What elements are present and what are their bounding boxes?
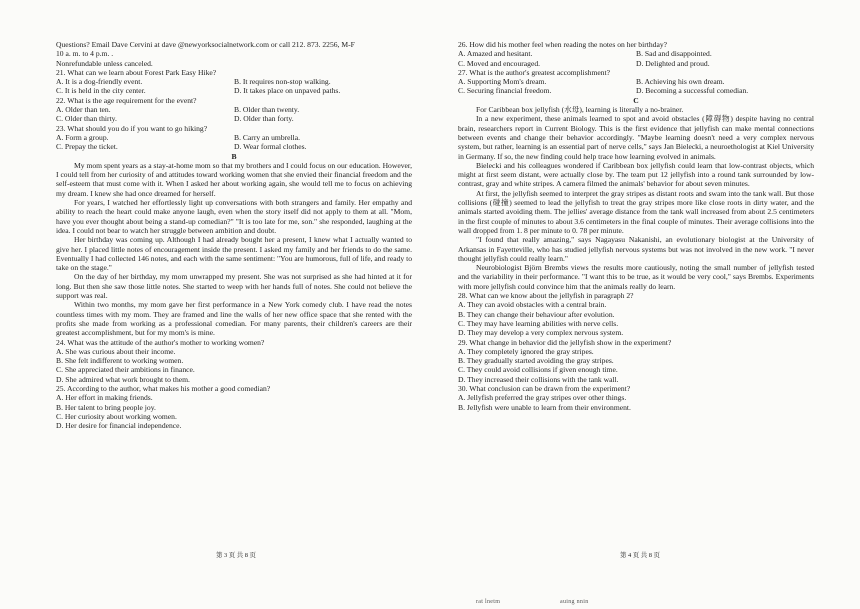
option-b: B. Older than twenty. (234, 105, 300, 115)
section-heading-b: B (231, 151, 237, 161)
question-text: 30. What conclusion can be drawn from the experiment? (458, 383, 631, 393)
options (56, 347, 412, 384)
question-text: 21. What can we learn about Forest Park Easy Hike? (56, 67, 217, 77)
option-a: A. Supporting Mom's dream. (458, 77, 547, 87)
option-b: B. Achieving his own dream. (636, 77, 725, 87)
option-b: B. Jellyfish were unable to learn from their environment. (458, 402, 631, 412)
options (458, 393, 814, 412)
left-page-column (56, 40, 412, 430)
question-text: 28. What can we know about the jellyfish in paragraph 2? (458, 291, 634, 301)
option-c: C. It is held in the city center. (56, 86, 146, 96)
question-27 (458, 68, 814, 96)
question-28 (458, 291, 814, 337)
contact-line: Questions? Email Dave Cervini at dave @newyorksocialnetwork.com or call 212. 873. 2256, M-F (56, 40, 355, 49)
passage-paragraph: Bielecki and his colleagues wondered if Caribbean box jellyfish could learn that low-contrast objects, which might at first seem distant, were actually close by. The team put 12 jellyfish into a round tank surrounded by low-contrast, gray and white stripes. A camera filmed the animals' behavior for about seven minutes. (458, 160, 814, 189)
page-number-right: 第 4 页 共 8 页 (620, 552, 660, 559)
option-b: B. They can change their behaviour after evolution. (458, 309, 615, 319)
footer-fragment: rat lnetm (476, 599, 501, 605)
options (56, 105, 412, 124)
option-b: B. She felt indifferent to working women. (56, 356, 184, 366)
option-c: C. They could avoid collisions if given enough time. (458, 365, 618, 375)
option-c: C. Prepay the ticket. (56, 142, 118, 152)
section-heading-c: C (633, 95, 639, 105)
question-text: 24. What was the attitude of the author's mother to working women? (56, 337, 265, 347)
options (458, 49, 814, 68)
option-a: A. They can avoid obstacles with a central brain. (458, 300, 607, 310)
option-b: B. They gradually started avoiding the gray stripes. (458, 356, 614, 366)
option-b: B. It requires non-stop walking. (234, 77, 331, 87)
question-21 (56, 68, 412, 96)
options (56, 133, 412, 152)
option-d: D. Delighted and proud. (636, 58, 710, 68)
option-a: A. Her effort in making friends. (56, 393, 153, 403)
question-text: 27. What is the author's greatest accomplishment? (458, 67, 611, 77)
passage-paragraph: My mom spent years as a stay-at-home mom so that my brothers and I could focus on our education. However, I could tell from her curiosity of and attitudes toward working women that she envied their financial freedom and the self-esteem that must come with it. When I asked her about working again, she would tell me to focus on achieving my dream. I knew she had once dreamed for herself. (56, 160, 412, 198)
option-b: B. Her talent to bring people joy. (56, 402, 156, 412)
option-a: A. Older than ten. (56, 105, 111, 115)
options (458, 300, 814, 337)
refund-note: Nonrefundable unless canceled. (56, 58, 153, 68)
option-a: A. Form a group. (56, 132, 109, 142)
option-c: C. They may have learning abilities with nerve cells. (458, 318, 619, 328)
page-number-left: 第 3 页 共 8 页 (216, 552, 256, 559)
question-text: 23. What should you do if you want to go hiking? (56, 123, 208, 133)
question-text: 22. What is the age requirement for the event? (56, 95, 197, 105)
question-30 (458, 384, 814, 412)
options (458, 77, 814, 96)
option-a: A. It is a dog-friendly event. (56, 77, 143, 87)
option-d: D. Becoming a successful comedian. (636, 86, 749, 96)
question-text: 29. What change in behavior did the jellyfish show in the experiment? (458, 337, 672, 347)
option-a: A. She was curious about their income. (56, 346, 176, 356)
option-c: C. She appreciated their ambitions in finance. (56, 365, 195, 375)
options (56, 77, 412, 96)
passage-paragraph: For years, I watched her effortlessly light up conversations with both strangers and family. Her empathy and ability to reach the heart could make anyone laugh, even when the story itself did not apply to them at all. "Mom, have you ever thought about being a stand-up comedian?" "It is too late for me, son." she responded, laughing at the idea. I could not bear to watch her struggle between ambition and doubt. (56, 198, 412, 235)
option-c: C. Securing financial freedom. (458, 86, 552, 96)
option-c: C. Moved and encouraged. (458, 58, 541, 68)
option-b: B. Carry an umbrella. (234, 132, 301, 142)
option-d: D. They may develop a very complex nervous system. (458, 328, 624, 338)
option-d: D. Older than forty. (234, 114, 294, 124)
option-d: D. She admired what work brought to them. (56, 374, 190, 384)
question-26 (458, 40, 814, 68)
right-page-column (458, 40, 814, 412)
question-text: 25. According to the author, what makes his mother a good comedian? (56, 383, 271, 393)
option-c: C. Older than thirty. (56, 114, 117, 124)
question-24 (56, 338, 412, 384)
option-d: D. They increased their collisions with the tank wall. (458, 374, 619, 384)
passage-paragraph: "I found that really amazing," says Nagayasu Nakanishi, an evolutionary biologist at the University of Arkansas in Fayetteville, who has studied jellyfish nervous systems but was not involved in the new work. "I never thought jellyfish could really learn." (458, 235, 814, 263)
options (458, 347, 814, 384)
footer-fragment: auing nnin (560, 599, 589, 605)
option-d: D. Wear formal clothes. (234, 142, 307, 152)
question-23 (56, 124, 412, 152)
option-d: D. Her desire for financial independence. (56, 421, 182, 431)
passage-paragraph: At first, the jellyfish seemed to interpret the gray stripes as distant roots and swam into the tank wall. But those collisions (碰撞) seemed to lead the jellyfish to treat the gray stripes more like close roots in dirty water, and the animals started avoiding them. The jellies' average distance from the tank wall increased from about 2.5 centimeters in the first couple of minutes to about 3.6 centimeters in the final couple of minutes. Their average collisions into the wall dropped from 1. 8 per minute to 0. 78 per minute. (458, 188, 814, 235)
passage-paragraph: For Caribbean box jellyfish (水母), learning is literally a no-brainer. (476, 105, 684, 115)
option-a: A. Amazed and hesitant. (458, 49, 533, 59)
option-a: A. They completely ignored the gray stripes. (458, 346, 594, 356)
question-29 (458, 338, 814, 384)
passage-paragraph: Her birthday was coming up. Although I had already bought her a present, I knew what I actually wanted to give her. I placed little notes of encouragement inside the present. I asked my family and her friends to do the same. Eventually I had collected 146 notes, and each with the same sentiment: "You are humorous, full of life, and ready to take on the stage." (56, 235, 412, 273)
option-c: C. Her curiosity about working women. (56, 411, 177, 421)
question-22 (56, 96, 412, 124)
passage-paragraph: Neurobiologist Björn Brembs views the results more cautiously, noting the small number of jellyfish tested and the variability in their performance. "I want this to be true, as it would be very cool," says Brembs. Experiments with more jellyfish could convince him that the animals really do learn. (458, 263, 814, 291)
option-d: D. It takes place on unpaved paths. (234, 86, 341, 96)
options (56, 393, 412, 430)
option-b: B. Sad and disappointed. (636, 49, 712, 59)
passage-paragraph: Within two months, my mom gave her first performance in a New York comedy club. I have read the notes countless times with my mom. They are framed and line the walls of her new office space that she rented with the profits she made from working as a professional comedian. For many parents, their children's careers are their greatest accomplishment, but for my mom's is mine. (56, 300, 412, 338)
passage-paragraph: In a new experiment, these animals learned to spot and avoid obstacles (障碍物) despite having no central brain, researchers report in Current Biology. This is the first evidence that jellyfish can make mental connections between events and change their behavior accordingly. "Maybe learning doesn't need a very complex nervous system, but rather, learning is an essential part of nerve cells," says Jan Bielecki, a neuroethologist at Kiel University in Germany. If so, the new finding could help trace how learning evolved in animals. (458, 114, 814, 161)
question-25 (56, 384, 412, 430)
option-a: A. Jellyfish preferred the gray stripes over other things. (458, 393, 627, 403)
question-text: 26. How did his mother feel when reading the notes on her birthday? (458, 40, 667, 49)
passage-paragraph: On the day of her birthday, my mom unwrapped my present. She was not surprised as she had hinted at it for long. But then she saw those little notes. She started to weep with her hands full of notes. She could not believe the support was real. (56, 272, 412, 301)
contact-hours: 10 a. m. to 4 p.m. . (56, 49, 114, 59)
